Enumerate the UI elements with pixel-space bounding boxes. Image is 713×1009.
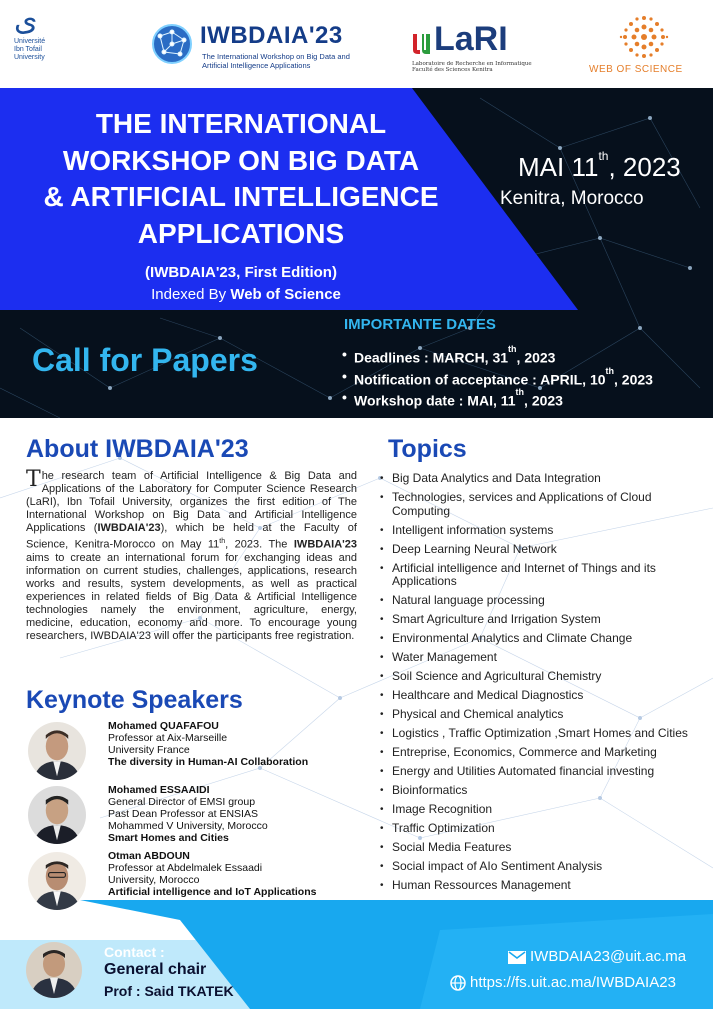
about-text-part: ), which be held at the Faculty of Science, Kenitra-Morocco on May 11 (26, 522, 357, 551)
speaker-name: Otman ABDOUN (108, 850, 190, 862)
speaker-affiliation: Professor at Aix-Marseille (108, 732, 228, 744)
date-label: Deadlines : MARCH, 31 (354, 349, 509, 366)
about-text-sup: th (219, 538, 226, 545)
indexed-label (0, 286, 492, 303)
website-link-text[interactable]: https://fs.uit.ac.ma/IWBDAIA23 (470, 974, 676, 991)
speaker-card (26, 784, 366, 844)
speaker-name: Mohamed ESSAAIDI (108, 784, 210, 796)
speaker-card (26, 720, 366, 780)
topic-item: • Social Media Features (380, 841, 708, 855)
indexed-source: Web of Science (230, 286, 341, 303)
topic-item: • Deep Learning Neural Network (380, 543, 708, 557)
university-logo (14, 4, 60, 84)
lab-logo-name: LaRI (434, 20, 508, 58)
university-emblem-icon: ﻯ (14, 3, 38, 38)
speaker-info (108, 850, 316, 898)
speaker-info (108, 784, 268, 844)
speaker-talk-title: The diversity in Human-AI Collaboration (108, 756, 309, 768)
call-for-papers-heading: Call for Papers (32, 342, 258, 378)
topic-item: • Traffic Optimization (380, 822, 708, 836)
event-location: Kenitra, Morocco (500, 188, 644, 209)
important-dates-list (342, 345, 653, 410)
lab-logo (410, 20, 535, 74)
speaker-affiliation: University, Morocco (108, 874, 200, 886)
topic-item: • Water Management (380, 651, 708, 665)
about-text-part: , 2023. The (225, 538, 294, 551)
speaker-affiliation: Past Dean Professor at ENSIAS (108, 808, 258, 820)
hero-banner (0, 88, 713, 418)
wos-logo (585, 10, 710, 80)
edition-label: (IWBDAIA'23, First Edition) (145, 264, 337, 281)
speaker-photo (26, 720, 88, 782)
topic-item: • Big Data Analytics and Data Integration (380, 472, 708, 486)
keynote-heading: Keynote Speakers (26, 686, 243, 714)
drop-cap: T (26, 467, 41, 492)
speaker-affiliation: Mohammed V University, Morocco (108, 820, 268, 832)
title-line: & ARTIFICIAL INTELLIGENCE (43, 181, 439, 212)
speaker-affiliation: General Director of EMSI group (108, 796, 256, 808)
event-date-main: MAI 11 (518, 152, 599, 182)
date-rest: , 2023 (516, 349, 556, 366)
logo-strip (0, 0, 713, 88)
mail-icon (508, 951, 526, 964)
important-date-item (342, 345, 653, 367)
speaker-info (108, 720, 308, 768)
title-line: APPLICATIONS (137, 217, 345, 249)
workshop-logo (148, 22, 348, 72)
topic-item: • Physical and Chemical analytics (380, 708, 708, 722)
lab-logo-subtitle: Laboratoire de Recherche en Informatique Faculté des Sciences Kenitra (412, 61, 532, 73)
globe-network-icon (148, 22, 198, 66)
topic-item: • Intelligent information systems (380, 524, 708, 538)
topic-item: • Soil Science and Agricultural Chemistry (380, 670, 708, 684)
title-line: THE INTERNATIONAL (95, 108, 387, 139)
event-date (518, 149, 681, 183)
speaker-photo (26, 784, 88, 846)
workshop-logo-name: IWBDAIA'23 (200, 22, 343, 49)
wos-logo-name: WEB OF SCIENCE (589, 64, 683, 75)
chair-photo (26, 942, 82, 998)
event-date-sup: th (598, 149, 609, 164)
speaker-affiliation: Professor at Abdelmalek Essaadi (108, 862, 263, 874)
indexed-prefix: Indexed By (151, 286, 231, 303)
topics-heading: Topics (388, 435, 467, 463)
speaker-affiliation: University France (108, 744, 190, 756)
date-sup: th (515, 387, 525, 398)
topic-item: • Human Ressources Management (380, 879, 708, 893)
about-text-bold: IWBDAIA'23 (97, 522, 161, 534)
globe-icon (450, 975, 466, 991)
date-sup: th (605, 365, 615, 376)
topic-item: • Bioinformatics (380, 784, 708, 798)
chair-role: General chair (104, 961, 207, 978)
lab-mark-icon (410, 30, 434, 56)
topic-item: • Image Recognition (380, 803, 708, 817)
topic-item: • Entreprise, Economics, Commerce and Marketing (380, 746, 708, 760)
about-text-part: he research team of Artificial Intelligence & Big Data and Applications of the Laboratory for Computer Science Research (LaRI), Ibn Tofail University, organizes the first edition of The International Workshop on Big Data and Artificial Intelligence Applications ( (26, 470, 357, 534)
topic-item: • Energy and Utilities Automated financial investing (380, 765, 708, 779)
university-logo-line1: Université (14, 38, 46, 45)
about-heading: About IWBDAIA'23 (26, 435, 249, 463)
important-date-item (342, 367, 653, 389)
university-logo-line2: Ibn Tofail University (14, 46, 45, 61)
speaker-name: Mohamed QUAFAFOU (108, 720, 219, 732)
contact-heading: Contact : (104, 944, 165, 960)
about-text-bold: IWBDAIA'23 (293, 538, 357, 551)
speaker-talk-title: Smart Homes and Cities (108, 832, 229, 844)
date-rest: , 2023 (614, 371, 653, 388)
workshop-title (0, 106, 482, 252)
date-label: Workshop date : MAI, 11 (354, 392, 516, 409)
chair-name: Prof : Said TKATEK (104, 983, 234, 999)
topic-item: • Artificial intelligence and Internet of Things and its Applications (380, 562, 708, 589)
topic-item: • Logistics , Traffic Optimization ,Smart Homes and Cities (380, 727, 708, 741)
about-text-part: aims to create an international forum for exchanging ideas and information on current studies, challenges, applications, research works and results, system developments, as well as practical experiences in related fields of Big Data & Artificial Intelligence technologies namely the environment, agriculture, energy, medicine, education, economy and more. To encourage young researchers, IWBDAIA'23 will offer the participants free registration. (26, 551, 357, 642)
speaker-talk-title: Artificial intelligence and IoT Applications (108, 886, 317, 898)
event-date-year: , 2023 (608, 152, 681, 182)
date-rest: , 2023 (524, 392, 563, 409)
topics-list (380, 472, 708, 898)
wos-burst-icon (615, 10, 673, 64)
topic-item: • Smart Agriculture and Irrigation System (380, 613, 708, 627)
title-line: WORKSHOP ON BIG DATA (62, 144, 420, 176)
about-paragraph (26, 467, 357, 643)
contact-email[interactable] (508, 948, 686, 965)
date-label: Notification of acceptance : APRIL, 10 (354, 371, 606, 388)
important-date-item (342, 388, 653, 410)
date-sup: th (508, 344, 517, 354)
topic-item: • Environmental Analytics and Climate Change (380, 632, 708, 646)
important-dates-heading: IMPORTANTE DATES (344, 316, 496, 333)
topic-item: • Natural language processing (380, 594, 708, 608)
workshop-logo-subtitle: The International Workshop on Big Data and Artificial Intelligence Applications (202, 52, 350, 70)
website-link[interactable] (450, 974, 676, 991)
topic-item: • Social impact of AIo Sentiment Analysis (380, 860, 708, 874)
topic-item: • Technologies, services and Applications of Cloud Computing (380, 491, 708, 518)
contact-email-text[interactable]: IWBDAIA23@uit.ac.ma (530, 948, 687, 965)
topic-item: • Healthcare and Medical Diagnostics (380, 689, 708, 703)
